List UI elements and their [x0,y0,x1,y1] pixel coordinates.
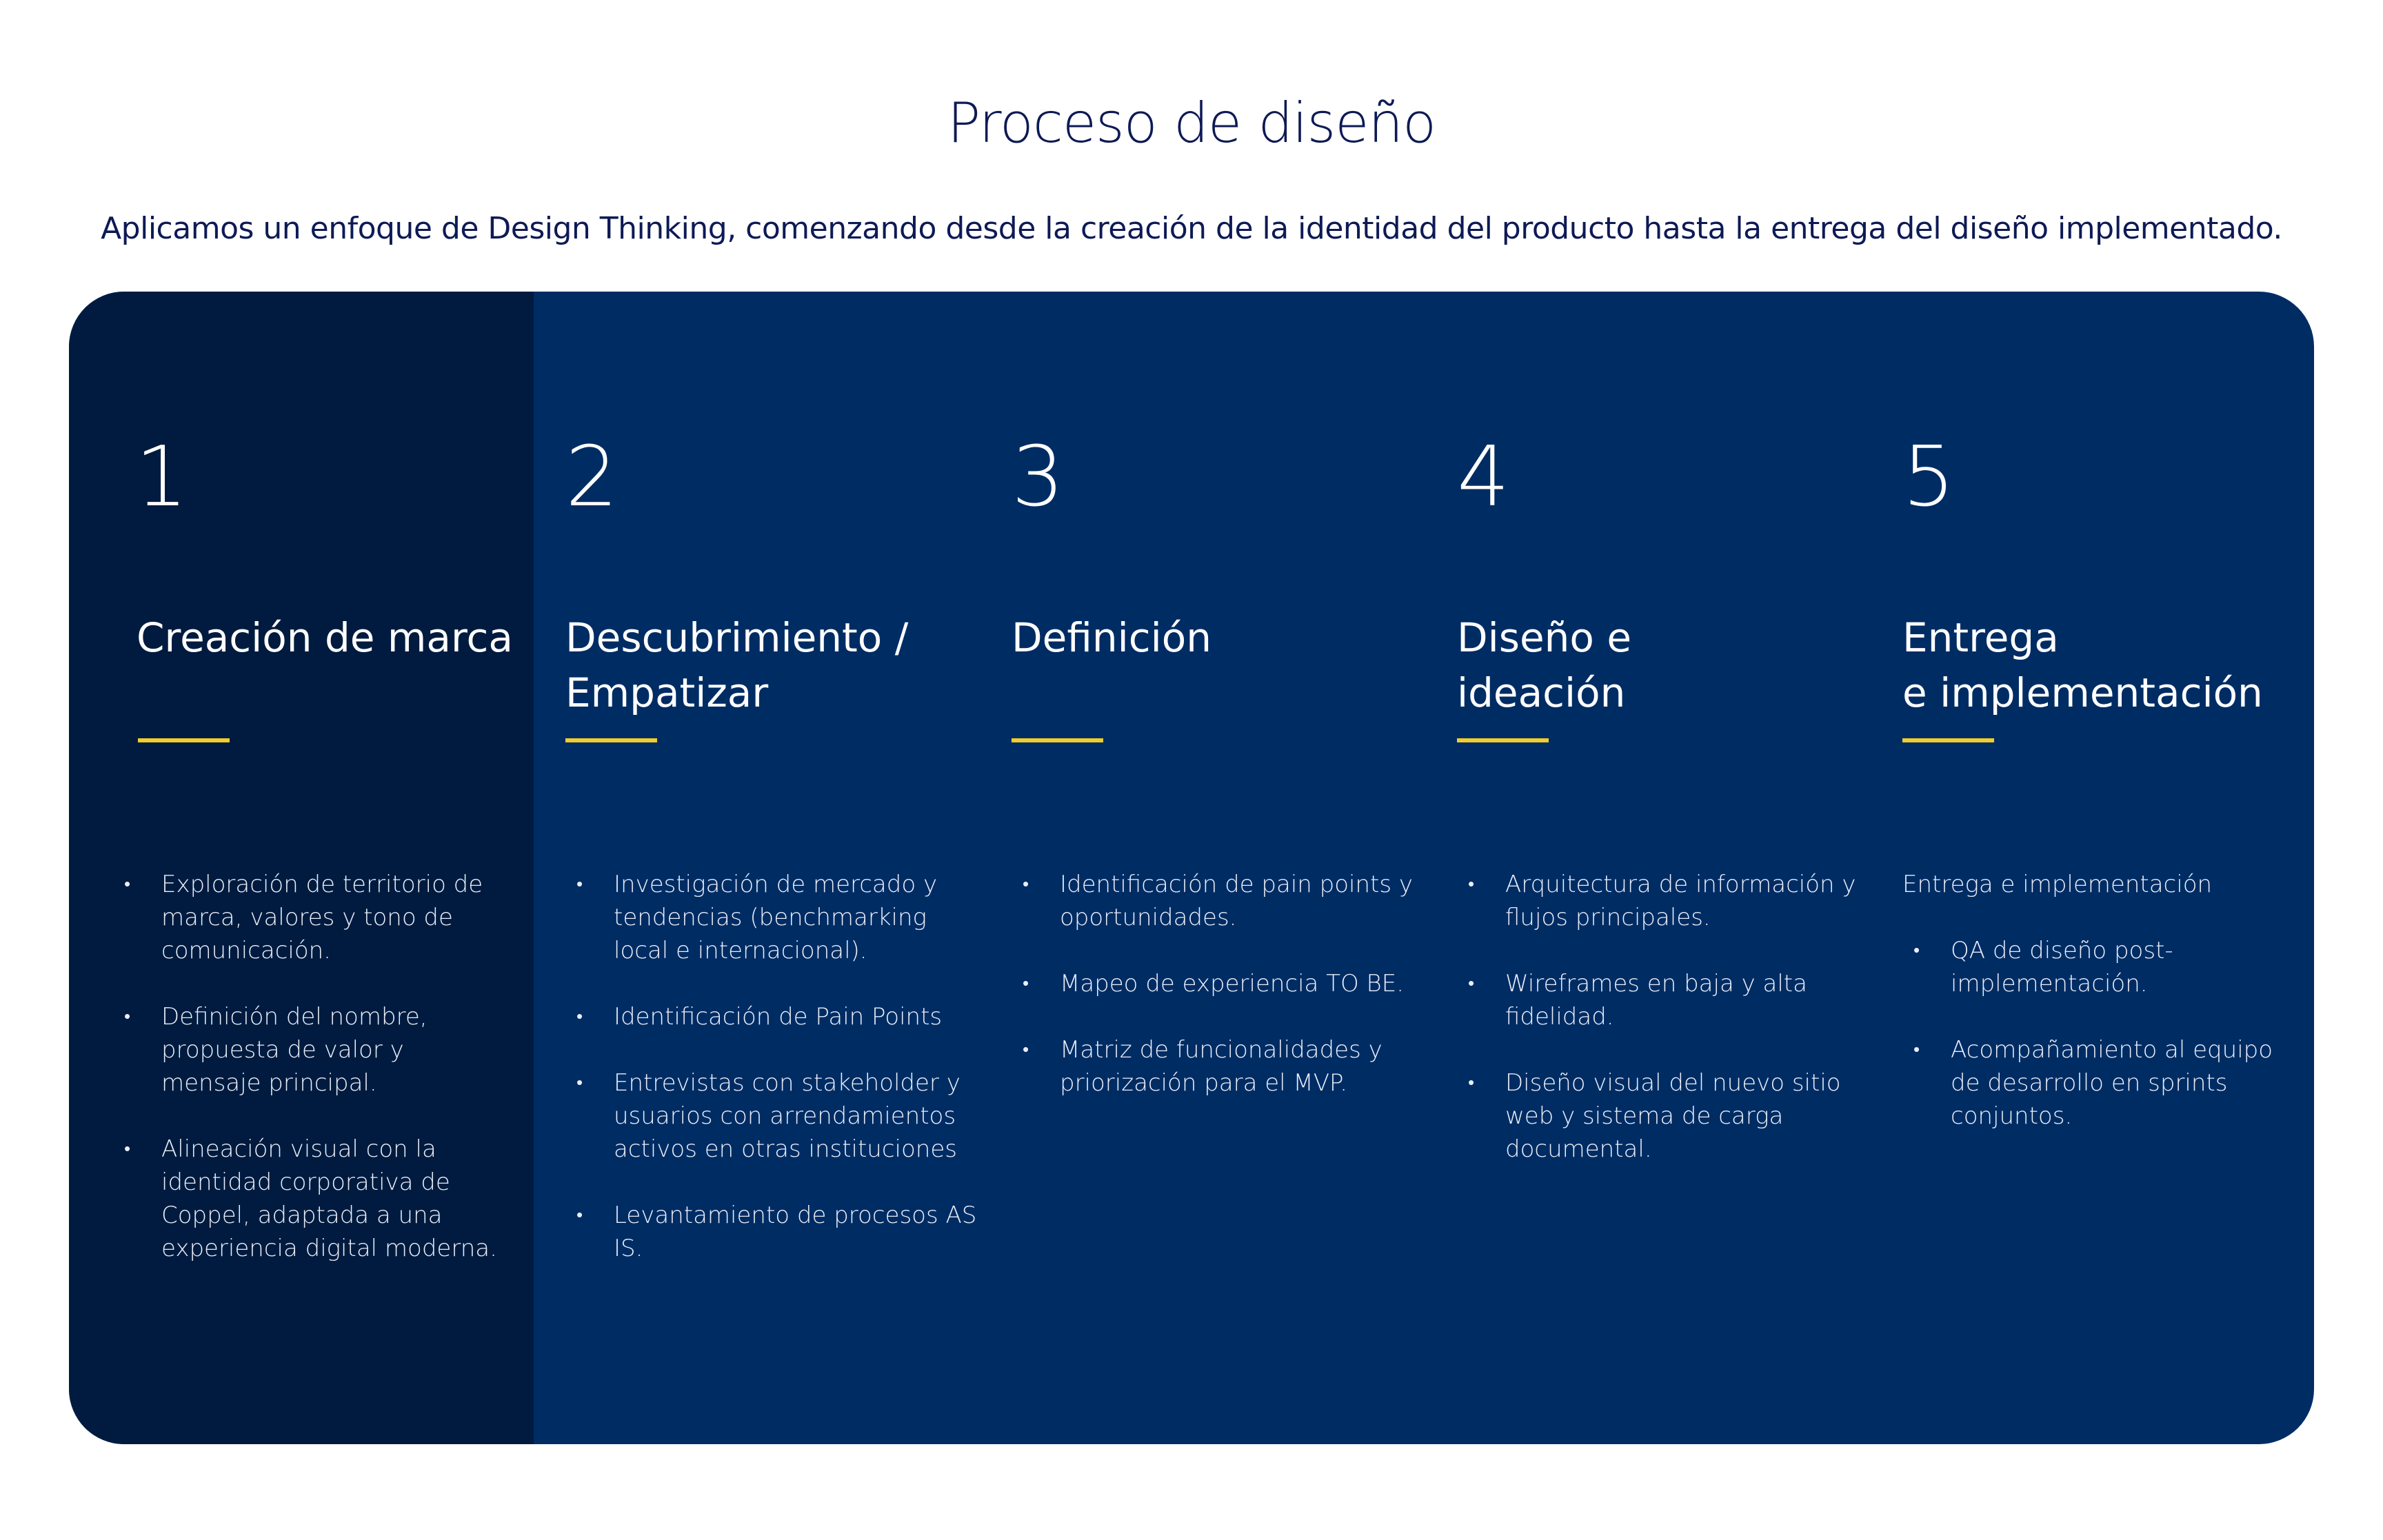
step-body [1023,868,1422,1133]
step-underline [138,738,230,742]
step-2 [565,292,986,1444]
list-item: • Entrevistas con stakeholder y usuarios con arrendamientos activos en otras instituciones [576,1066,983,1166]
list-item: • Definición del nombre, propuesta de valor y mensaje principal. [124,1000,510,1100]
page-title: Proceso de diseño [947,90,1436,155]
step-3 [1012,292,1425,1444]
step-title-line: Definición [1012,614,1211,661]
list-item: • Investigación de mercado y tendencias (benchmarking local e internacional). [576,868,983,967]
step-title [1012,610,1211,665]
step-number: 4 [1457,429,1510,525]
intro-text: Aplicamos un enfoque de Design Thinking, comenzando desde la creación de la identidad del producto hasta la entrega del diseño implementado. [101,211,2282,246]
step-title [1902,610,2263,720]
list-item: • Identificación de Pain Points [576,1000,983,1033]
step-underline [1012,738,1103,742]
step-title-line: ideación [1457,669,1626,716]
step-4 [1457,292,1871,1444]
list-item: • Arquitectura de información y flujos principales. [1468,868,1875,934]
step-number: 5 [1902,429,1955,525]
step-title [137,610,513,665]
list-item: • Alineación visual con la identidad corporativa de Coppel, adaptada a una experiencia digital moderna. [124,1133,510,1265]
step-body [1468,868,1875,1199]
step-title [565,610,908,720]
step-title-line: Diseño e [1457,614,1632,661]
step-title-line: Creación de marca [137,614,513,661]
step-5 [1902,292,2302,1444]
step-body [576,868,983,1298]
step-title [1457,610,1631,720]
step-underline [1902,738,1994,742]
step-title-line: Empatizar [565,669,769,716]
step-1 [135,292,521,1444]
list-item: • Matriz de funcionalidades y priorización para el MVP. [1023,1033,1422,1100]
list-item: • Mapeo de experiencia TO BE. [1023,967,1422,1000]
step-body [1902,868,2295,1166]
list-item: • Exploración de territorio de marca, valores y tono de comunicación. [124,868,510,967]
step-title-line: Descubrimiento / [565,614,909,661]
step-number: 1 [135,429,188,525]
step-intro-line: Entrega e implementación [1902,871,2213,898]
list-item: • Diseño visual del nuevo sitio web y sistema de carga documental. [1468,1066,1875,1166]
list-item: • QA de diseño post-implementación. [1913,934,2295,1000]
list-item: • Identificación de pain points y oportunidades. [1023,868,1422,934]
step-title-line: e implementación [1902,669,2263,716]
step-number: 3 [1012,429,1065,525]
step-number: 2 [565,429,619,525]
list-item: • Wireframes en baja y alta fidelidad. [1468,967,1875,1033]
step-underline [1457,738,1549,742]
step-title-line: Entrega [1902,614,2059,661]
list-item: • Acompañamiento al equipo de desarrollo en sprints conjuntos. [1913,1033,2295,1133]
step-underline [565,738,657,742]
step-body [124,868,510,1298]
process-card [69,292,2314,1444]
list-item: • Levantamiento de procesos AS IS. [576,1199,983,1265]
